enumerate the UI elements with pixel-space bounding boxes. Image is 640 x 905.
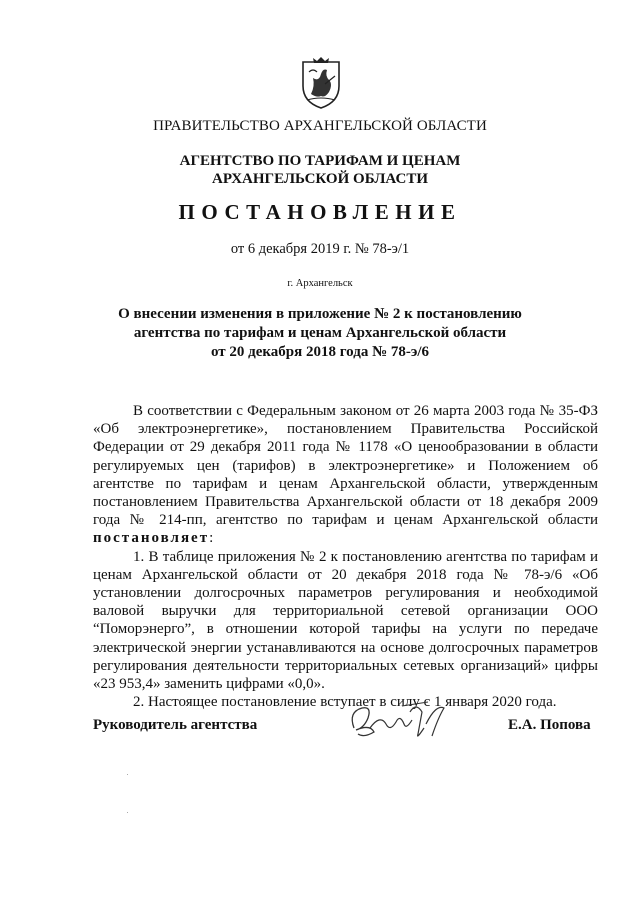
agency-name — [0, 152, 640, 188]
handwritten-signature — [340, 694, 460, 746]
resolves-colon: : — [209, 530, 214, 547]
document-type-title: ПОСТАНОВЛЕНИЕ — [178, 200, 462, 224]
subject-line3: от 20 декабря 2018 года № 78-э/6 — [210, 344, 430, 360]
item-2-paragraph: 2. Настоящее постановление вступает в силу с 1 января 2020 года. — [133, 694, 557, 711]
document-date-number: от 6 декабря 2019 г. № 78-э/1 — [230, 241, 410, 257]
preamble-text: В соответствии с Федеральным законом от 26 марта 2003 года № 35-ФЗ «Об электроэнергетике», постановлением Правительства Российской Федерации от 29 декабря 2011 года № 1178 «О ценообразовании в области регулируемых цен (тарифов) в электроэнергетике» и Положением об агентстве по тарифам и ценам Архангельской области, утвержденным постановлением Правительства Архангельской области от 18 декабря 2009 года № 214-пп, агентство по тарифам и ценам Архангельской области — [93, 403, 598, 529]
subject-line2: агентства по тарифам и ценам Архангельской области — [133, 325, 507, 341]
document-body — [93, 402, 598, 711]
signatory-position: Руководитель агентства — [93, 717, 258, 733]
signatory-name: Е.А. Попова — [508, 717, 591, 733]
subject-line1: О внесении изменения в приложение № 2 к постановлению — [118, 306, 522, 322]
agency-name-line2: АРХАНГЕЛЬСКОЙ ОБЛАСТИ — [212, 171, 428, 187]
document-subject — [0, 305, 640, 362]
resolves-word: постановляет — [93, 530, 210, 547]
preamble-paragraph — [93, 402, 598, 548]
document-city: г. Архангельск — [287, 278, 353, 289]
government-title: ПРАВИТЕЛЬСТВО АРХАНГЕЛЬСКОЙ ОБЛАСТИ — [153, 118, 487, 134]
coat-of-arms-emblem — [299, 56, 343, 110]
scan-speck — [127, 812, 128, 813]
agency-name-line1: АГЕНТСТВО ПО ТАРИФАМ И ЦЕНАМ — [179, 153, 461, 169]
scan-speck — [127, 774, 128, 775]
item-1-paragraph: 1. В таблице приложения № 2 к постановлению агентства по тарифам и ценам Архангельской области от 20 декабря 2018 года № 78-э/6 «Об установлении долгосрочных параметров регулирования и необходимой валовой выручки для территориальной сетевой организации ООО “Поморэнерго”, в отношении которой тарифы на услуги по передаче электрической энергии устанавливаются на основе долгосрочных параметров регулирования деятельности территориальных сетевых организаций» цифры «23 953,4» заменить цифрами «0,0». — [93, 548, 598, 693]
